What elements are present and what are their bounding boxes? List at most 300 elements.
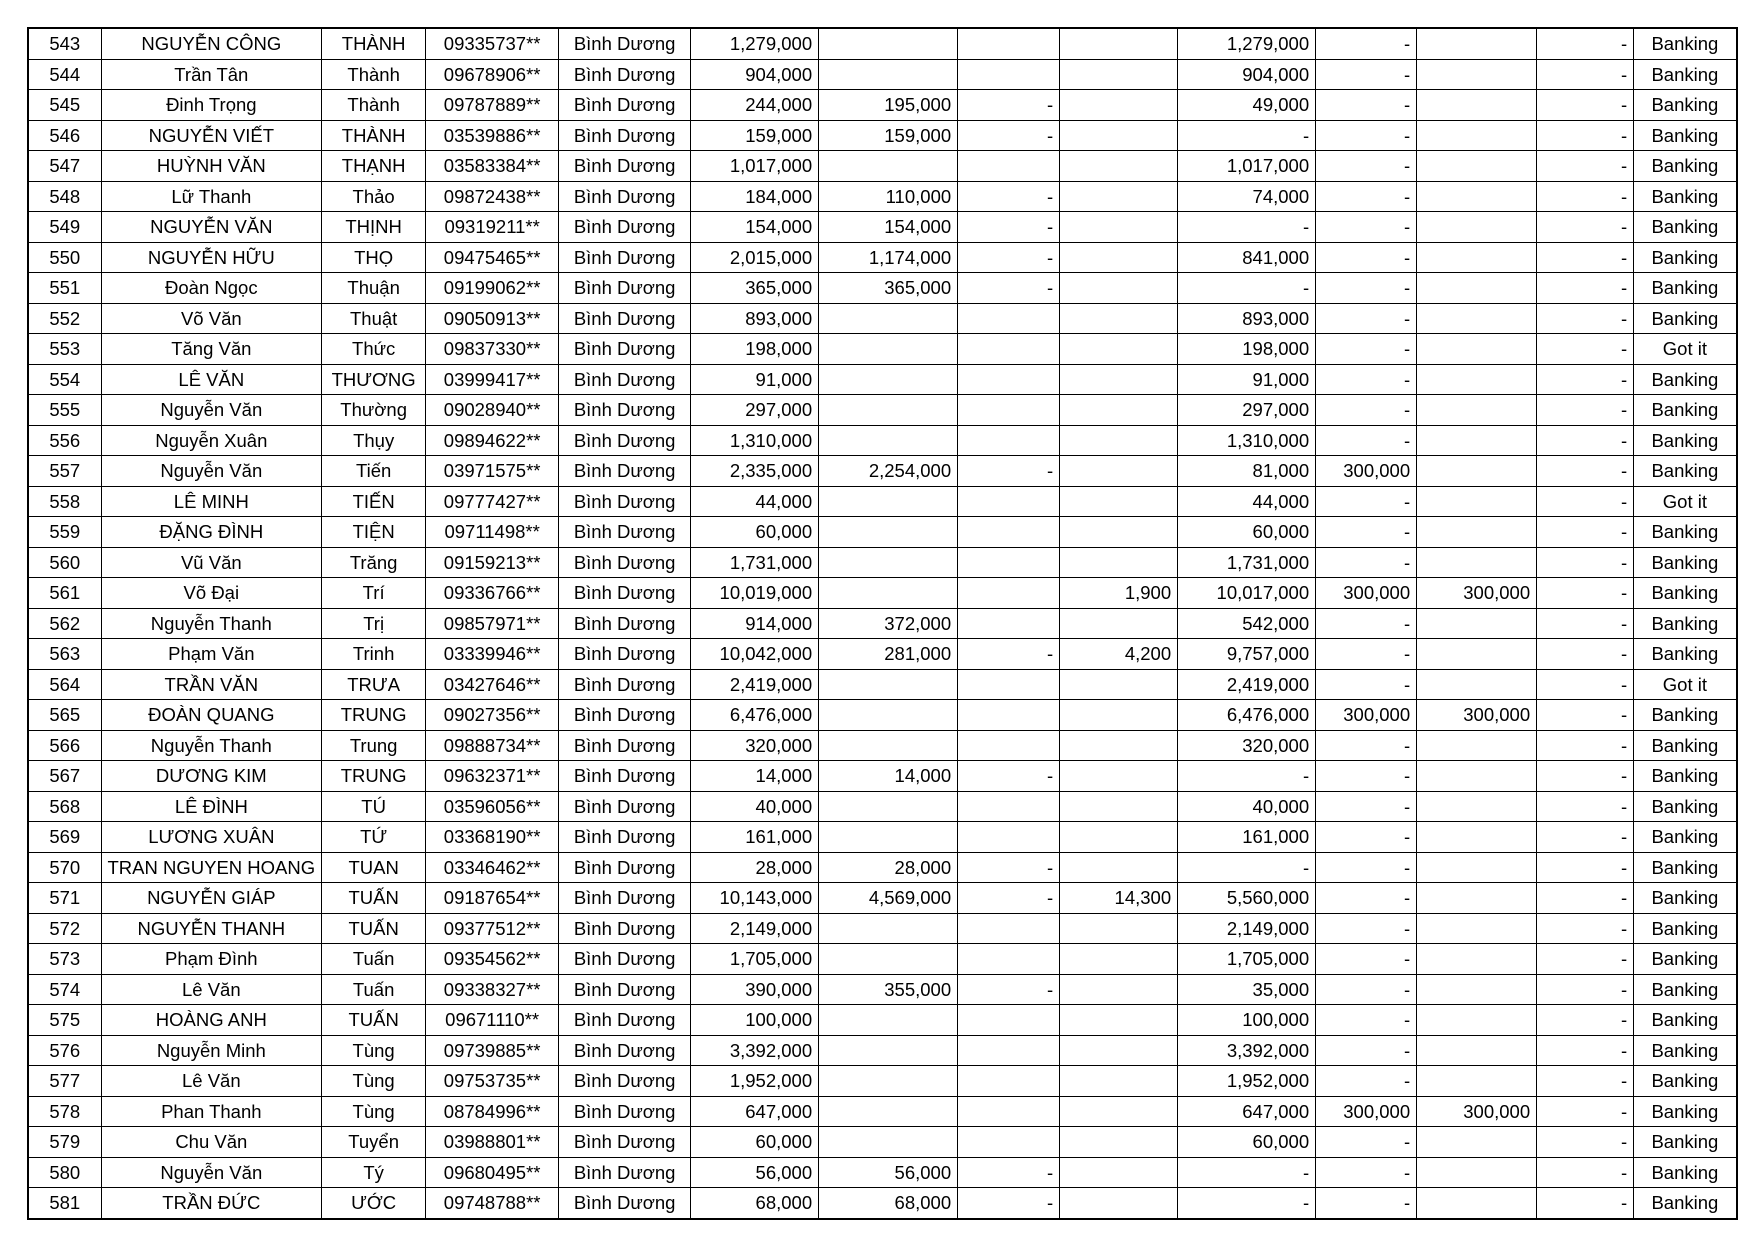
table-row [28, 700, 1737, 731]
amount-col-10-cell: 904,000 [1178, 59, 1316, 90]
amount-col-10-cell: 1,017,000 [1178, 151, 1316, 182]
table-row [28, 303, 1737, 334]
amount-col-9-cell [1060, 1188, 1178, 1219]
amount-col-10-cell: 91,000 [1178, 364, 1316, 395]
amount-col-9-cell [1060, 90, 1178, 121]
amount-col-10-cell: 3,392,000 [1178, 1035, 1316, 1066]
first-name-cell: THẠNH [322, 151, 426, 182]
last-middle-name-cell: Võ Văn [101, 303, 322, 334]
amount-col-8-cell [958, 1035, 1060, 1066]
table-row [28, 90, 1737, 121]
phone-cell: 09027356** [426, 700, 559, 731]
amount-col-8-cell [958, 669, 1060, 700]
last-middle-name-cell: Nguyễn Văn [101, 395, 322, 426]
row-number-cell: 563 [28, 639, 101, 670]
amount-col-8-cell [958, 700, 1060, 731]
row-number-cell: 569 [28, 822, 101, 853]
table-row [28, 517, 1737, 548]
amount-col-9-cell [1060, 395, 1178, 426]
phone-cell: 09028940** [426, 395, 559, 426]
payment-method-cell: Banking [1634, 28, 1737, 59]
amount-col-12-cell [1417, 90, 1537, 121]
amount-col-8-cell [958, 913, 1060, 944]
province-cell: Bình Dương [559, 334, 691, 365]
amount-col-9-cell [1060, 1005, 1178, 1036]
amount-col-10-cell: 1,952,000 [1178, 1066, 1316, 1097]
province-cell: Bình Dương [559, 425, 691, 456]
payment-method-cell: Banking [1634, 395, 1737, 426]
amount-col-13-cell: - [1537, 730, 1634, 761]
first-name-cell: Trí [322, 578, 426, 609]
amount-col-13-cell: - [1537, 425, 1634, 456]
phone-cell: 09787889** [426, 90, 559, 121]
phone-cell: 09377512** [426, 913, 559, 944]
table-row [28, 1127, 1737, 1158]
amount-col-11-cell: - [1316, 90, 1417, 121]
phone-cell: 09199062** [426, 273, 559, 304]
total-amount-cell: 28,000 [691, 852, 819, 883]
amount-col-9-cell [1060, 913, 1178, 944]
total-amount-cell: 6,476,000 [691, 700, 819, 731]
table-row [28, 1035, 1737, 1066]
amount-col-7-cell: 1,174,000 [819, 242, 958, 273]
province-cell: Bình Dương [559, 1035, 691, 1066]
amount-col-10-cell: 1,731,000 [1178, 547, 1316, 578]
amount-col-12-cell [1417, 120, 1537, 151]
table-row [28, 578, 1737, 609]
province-cell: Bình Dương [559, 242, 691, 273]
amount-col-9-cell [1060, 425, 1178, 456]
amount-col-12-cell [1417, 517, 1537, 548]
amount-col-11-cell: - [1316, 181, 1417, 212]
row-number-cell: 573 [28, 944, 101, 975]
last-middle-name-cell: Lê Văn [101, 974, 322, 1005]
total-amount-cell: 1,310,000 [691, 425, 819, 456]
first-name-cell: Trinh [322, 639, 426, 670]
amount-col-10-cell: - [1178, 120, 1316, 151]
phone-cell: 03427646** [426, 669, 559, 700]
amount-col-9-cell [1060, 273, 1178, 304]
payment-method-cell: Banking [1634, 1005, 1737, 1036]
row-number-cell: 548 [28, 181, 101, 212]
amount-col-11-cell: - [1316, 303, 1417, 334]
province-cell: Bình Dương [559, 212, 691, 243]
row-number-cell: 564 [28, 669, 101, 700]
phone-cell: 03971575** [426, 456, 559, 487]
table-row [28, 547, 1737, 578]
amount-col-7-cell [819, 822, 958, 853]
amount-col-7-cell [819, 517, 958, 548]
total-amount-cell: 320,000 [691, 730, 819, 761]
amount-col-13-cell: - [1537, 90, 1634, 121]
phone-cell: 09187654** [426, 883, 559, 914]
amount-col-8-cell: - [958, 242, 1060, 273]
table-row [28, 59, 1737, 90]
amount-col-8-cell [958, 28, 1060, 59]
total-amount-cell: 91,000 [691, 364, 819, 395]
row-number-cell: 556 [28, 425, 101, 456]
amount-col-9-cell [1060, 944, 1178, 975]
phone-cell: 09336766** [426, 578, 559, 609]
amount-col-12-cell [1417, 151, 1537, 182]
payment-method-cell: Banking [1634, 212, 1737, 243]
amount-col-9-cell [1060, 974, 1178, 1005]
phone-cell: 09338327** [426, 974, 559, 1005]
amount-col-11-cell: - [1316, 364, 1417, 395]
amount-col-11-cell: - [1316, 1188, 1417, 1219]
amount-col-7-cell [819, 425, 958, 456]
amount-col-13-cell: - [1537, 791, 1634, 822]
phone-cell: 09354562** [426, 944, 559, 975]
amount-col-12-cell [1417, 212, 1537, 243]
total-amount-cell: 159,000 [691, 120, 819, 151]
first-name-cell: TÚ [322, 791, 426, 822]
last-middle-name-cell: Nguyễn Văn [101, 1157, 322, 1188]
row-number-cell: 559 [28, 517, 101, 548]
table-row [28, 273, 1737, 304]
amount-col-11-cell: - [1316, 1035, 1417, 1066]
amount-col-10-cell: - [1178, 1157, 1316, 1188]
amount-col-10-cell: 40,000 [1178, 791, 1316, 822]
table-row [28, 364, 1737, 395]
province-cell: Bình Dương [559, 974, 691, 1005]
first-name-cell: Tùng [322, 1066, 426, 1097]
phone-cell: 03988801** [426, 1127, 559, 1158]
amount-col-9-cell [1060, 791, 1178, 822]
amount-col-12-cell [1417, 242, 1537, 273]
payment-method-cell: Banking [1634, 791, 1737, 822]
phone-cell: 08784996** [426, 1096, 559, 1127]
amount-col-7-cell [819, 669, 958, 700]
province-cell: Bình Dương [559, 28, 691, 59]
amount-col-8-cell [958, 425, 1060, 456]
last-middle-name-cell: ĐẶNG ĐÌNH [101, 517, 322, 548]
first-name-cell: Trị [322, 608, 426, 639]
province-cell: Bình Dương [559, 486, 691, 517]
phone-cell: 03596056** [426, 791, 559, 822]
payment-method-cell: Banking [1634, 730, 1737, 761]
amount-col-7-cell: 4,569,000 [819, 883, 958, 914]
amount-col-12-cell [1417, 852, 1537, 883]
province-cell: Bình Dương [559, 822, 691, 853]
row-number-cell: 544 [28, 59, 101, 90]
table-row [28, 181, 1737, 212]
province-cell: Bình Dương [559, 1005, 691, 1036]
amount-col-8-cell [958, 1127, 1060, 1158]
amount-col-12-cell [1417, 1127, 1537, 1158]
first-name-cell: Tuyển [322, 1127, 426, 1158]
amount-col-8-cell: - [958, 181, 1060, 212]
amount-col-12-cell [1417, 1035, 1537, 1066]
amount-col-8-cell: - [958, 761, 1060, 792]
total-amount-cell: 244,000 [691, 90, 819, 121]
row-number-cell: 560 [28, 547, 101, 578]
amount-col-10-cell: 841,000 [1178, 242, 1316, 273]
total-amount-cell: 1,731,000 [691, 547, 819, 578]
amount-col-11-cell: - [1316, 547, 1417, 578]
province-cell: Bình Dương [559, 1066, 691, 1097]
amount-col-13-cell: - [1537, 822, 1634, 853]
amount-col-8-cell [958, 395, 1060, 426]
amount-col-10-cell: 9,757,000 [1178, 639, 1316, 670]
amount-col-7-cell [819, 59, 958, 90]
amount-col-13-cell: - [1537, 1066, 1634, 1097]
province-cell: Bình Dương [559, 547, 691, 578]
amount-col-13-cell: - [1537, 486, 1634, 517]
amount-col-8-cell [958, 486, 1060, 517]
amount-col-12-cell: 300,000 [1417, 1096, 1537, 1127]
table-row [28, 761, 1737, 792]
last-middle-name-cell: HOÀNG ANH [101, 1005, 322, 1036]
first-name-cell: TUẤN [322, 1005, 426, 1036]
table-row [28, 334, 1737, 365]
amount-col-8-cell [958, 547, 1060, 578]
first-name-cell: Tiến [322, 456, 426, 487]
phone-cell: 09739885** [426, 1035, 559, 1066]
row-number-cell: 572 [28, 913, 101, 944]
amount-col-13-cell: - [1537, 913, 1634, 944]
phone-cell: 09680495** [426, 1157, 559, 1188]
amount-col-10-cell: - [1178, 852, 1316, 883]
phone-cell: 03339946** [426, 639, 559, 670]
phone-cell: 03539886** [426, 120, 559, 151]
amount-col-9-cell: 14,300 [1060, 883, 1178, 914]
amount-col-7-cell [819, 395, 958, 426]
first-name-cell: TUẤN [322, 883, 426, 914]
last-middle-name-cell: Chu Văn [101, 1127, 322, 1158]
amount-col-7-cell: 159,000 [819, 120, 958, 151]
total-amount-cell: 60,000 [691, 517, 819, 548]
row-number-cell: 543 [28, 28, 101, 59]
amount-col-7-cell: 56,000 [819, 1157, 958, 1188]
last-middle-name-cell: Võ Đại [101, 578, 322, 609]
amount-col-9-cell [1060, 120, 1178, 151]
amount-col-11-cell: - [1316, 334, 1417, 365]
amount-col-9-cell: 1,900 [1060, 578, 1178, 609]
table-row [28, 486, 1737, 517]
phone-cell: 09632371** [426, 761, 559, 792]
payment-method-cell: Banking [1634, 59, 1737, 90]
phone-cell: 09671110** [426, 1005, 559, 1036]
last-middle-name-cell: LÊ MINH [101, 486, 322, 517]
amount-col-8-cell: - [958, 883, 1060, 914]
first-name-cell: THÀNH [322, 120, 426, 151]
total-amount-cell: 161,000 [691, 822, 819, 853]
last-middle-name-cell: TRAN NGUYEN HOANG [101, 852, 322, 883]
first-name-cell: Thuật [322, 303, 426, 334]
first-name-cell: Tùng [322, 1035, 426, 1066]
phone-cell: 09748788** [426, 1188, 559, 1219]
last-middle-name-cell: Nguyễn Minh [101, 1035, 322, 1066]
row-number-cell: 557 [28, 456, 101, 487]
phone-cell: 09335737** [426, 28, 559, 59]
amount-col-11-cell: - [1316, 1127, 1417, 1158]
last-middle-name-cell: NGUYỄN CÔNG [101, 28, 322, 59]
amount-col-9-cell [1060, 547, 1178, 578]
province-cell: Bình Dương [559, 852, 691, 883]
amount-col-8-cell [958, 334, 1060, 365]
amount-col-11-cell: - [1316, 212, 1417, 243]
amount-col-12-cell [1417, 791, 1537, 822]
table-row [28, 242, 1737, 273]
amount-col-11-cell: - [1316, 59, 1417, 90]
total-amount-cell: 2,335,000 [691, 456, 819, 487]
payment-method-cell: Banking [1634, 547, 1737, 578]
amount-col-9-cell [1060, 517, 1178, 548]
payment-method-cell: Banking [1634, 974, 1737, 1005]
first-name-cell: TUAN [322, 852, 426, 883]
amount-col-10-cell: 100,000 [1178, 1005, 1316, 1036]
total-amount-cell: 184,000 [691, 181, 819, 212]
amount-col-8-cell [958, 1005, 1060, 1036]
amount-col-8-cell [958, 730, 1060, 761]
last-middle-name-cell: Phạm Đình [101, 944, 322, 975]
amount-col-8-cell: - [958, 212, 1060, 243]
amount-col-12-cell [1417, 1066, 1537, 1097]
province-cell: Bình Dương [559, 120, 691, 151]
province-cell: Bình Dương [559, 1157, 691, 1188]
first-name-cell: Thường [322, 395, 426, 426]
amount-col-8-cell [958, 578, 1060, 609]
phone-cell: 09857971** [426, 608, 559, 639]
row-number-cell: 554 [28, 364, 101, 395]
table-row [28, 120, 1737, 151]
amount-col-12-cell: 300,000 [1417, 700, 1537, 731]
last-middle-name-cell: ĐOÀN QUANG [101, 700, 322, 731]
table-row [28, 974, 1737, 1005]
amount-col-13-cell: - [1537, 1188, 1634, 1219]
amount-col-13-cell: - [1537, 639, 1634, 670]
last-middle-name-cell: NGUYỄN VĂN [101, 212, 322, 243]
amount-col-13-cell: - [1537, 395, 1634, 426]
phone-cell: 09711498** [426, 517, 559, 548]
amount-col-7-cell [819, 700, 958, 731]
total-amount-cell: 154,000 [691, 212, 819, 243]
amount-col-7-cell: 68,000 [819, 1188, 958, 1219]
amount-col-7-cell [819, 28, 958, 59]
first-name-cell: TRUNG [322, 700, 426, 731]
amount-col-10-cell: 647,000 [1178, 1096, 1316, 1127]
phone-cell: 03999417** [426, 364, 559, 395]
total-amount-cell: 10,042,000 [691, 639, 819, 670]
total-amount-cell: 56,000 [691, 1157, 819, 1188]
row-number-cell: 580 [28, 1157, 101, 1188]
amount-col-7-cell [819, 578, 958, 609]
payment-method-cell: Banking [1634, 1157, 1737, 1188]
amount-col-9-cell [1060, 456, 1178, 487]
total-amount-cell: 904,000 [691, 59, 819, 90]
first-name-cell: THÀNH [322, 28, 426, 59]
province-cell: Bình Dương [559, 1127, 691, 1158]
amount-col-13-cell: - [1537, 151, 1634, 182]
row-number-cell: 547 [28, 151, 101, 182]
amount-col-10-cell: 49,000 [1178, 90, 1316, 121]
total-amount-cell: 390,000 [691, 974, 819, 1005]
amount-col-12-cell [1417, 28, 1537, 59]
last-middle-name-cell: Nguyễn Thanh [101, 608, 322, 639]
amount-col-11-cell: - [1316, 151, 1417, 182]
amount-col-13-cell: - [1537, 852, 1634, 883]
payment-method-cell: Banking [1634, 883, 1737, 914]
last-middle-name-cell: LƯƠNG XUÂN [101, 822, 322, 853]
last-middle-name-cell: Trần Tân [101, 59, 322, 90]
amount-col-10-cell: - [1178, 1188, 1316, 1219]
amount-col-9-cell [1060, 151, 1178, 182]
amount-col-10-cell: 81,000 [1178, 456, 1316, 487]
amount-col-13-cell: - [1537, 334, 1634, 365]
payment-method-cell: Banking [1634, 273, 1737, 304]
province-cell: Bình Dương [559, 59, 691, 90]
amount-col-12-cell [1417, 456, 1537, 487]
amount-col-12-cell [1417, 547, 1537, 578]
amount-col-12-cell [1417, 425, 1537, 456]
amount-col-13-cell: - [1537, 974, 1634, 1005]
total-amount-cell: 68,000 [691, 1188, 819, 1219]
amount-col-8-cell: - [958, 852, 1060, 883]
row-number-cell: 549 [28, 212, 101, 243]
amount-col-12-cell [1417, 913, 1537, 944]
payment-method-cell: Banking [1634, 90, 1737, 121]
last-middle-name-cell: Lữ Thanh [101, 181, 322, 212]
amount-col-7-cell: 2,254,000 [819, 456, 958, 487]
amount-col-13-cell: - [1537, 608, 1634, 639]
amount-col-11-cell: - [1316, 1157, 1417, 1188]
amount-col-13-cell: - [1537, 181, 1634, 212]
table-row [28, 425, 1737, 456]
amount-col-11-cell: - [1316, 28, 1417, 59]
table-row [28, 1005, 1737, 1036]
amount-col-7-cell: 14,000 [819, 761, 958, 792]
payment-method-cell: Banking [1634, 700, 1737, 731]
last-middle-name-cell: Nguyễn Văn [101, 456, 322, 487]
first-name-cell: Thụy [322, 425, 426, 456]
amount-col-11-cell: - [1316, 883, 1417, 914]
amount-col-8-cell: - [958, 456, 1060, 487]
first-name-cell: Thảo [322, 181, 426, 212]
amount-col-12-cell [1417, 59, 1537, 90]
total-amount-cell: 44,000 [691, 486, 819, 517]
phone-cell: 09837330** [426, 334, 559, 365]
province-cell: Bình Dương [559, 181, 691, 212]
first-name-cell: Thức [322, 334, 426, 365]
phone-cell: 09319211** [426, 212, 559, 243]
amount-col-13-cell: - [1537, 242, 1634, 273]
amount-col-8-cell [958, 944, 1060, 975]
payment-method-cell: Banking [1634, 761, 1737, 792]
last-middle-name-cell: Vũ Văn [101, 547, 322, 578]
last-middle-name-cell: Phạm Văn [101, 639, 322, 670]
payment-method-cell: Banking [1634, 242, 1737, 273]
first-name-cell: Trăng [322, 547, 426, 578]
amount-col-12-cell [1417, 974, 1537, 1005]
amount-col-12-cell [1417, 761, 1537, 792]
last-middle-name-cell: NGUYỄN GIÁP [101, 883, 322, 914]
amount-col-12-cell [1417, 273, 1537, 304]
row-number-cell: 574 [28, 974, 101, 1005]
payment-method-cell: Banking [1634, 578, 1737, 609]
amount-col-8-cell [958, 608, 1060, 639]
amount-col-12-cell [1417, 395, 1537, 426]
province-cell: Bình Dương [559, 151, 691, 182]
table-row [28, 730, 1737, 761]
amount-col-10-cell: 10,017,000 [1178, 578, 1316, 609]
amount-col-10-cell: 6,476,000 [1178, 700, 1316, 731]
table-row [28, 639, 1737, 670]
table-row [28, 822, 1737, 853]
amount-col-13-cell: - [1537, 883, 1634, 914]
row-number-cell: 571 [28, 883, 101, 914]
first-name-cell: Thành [322, 59, 426, 90]
